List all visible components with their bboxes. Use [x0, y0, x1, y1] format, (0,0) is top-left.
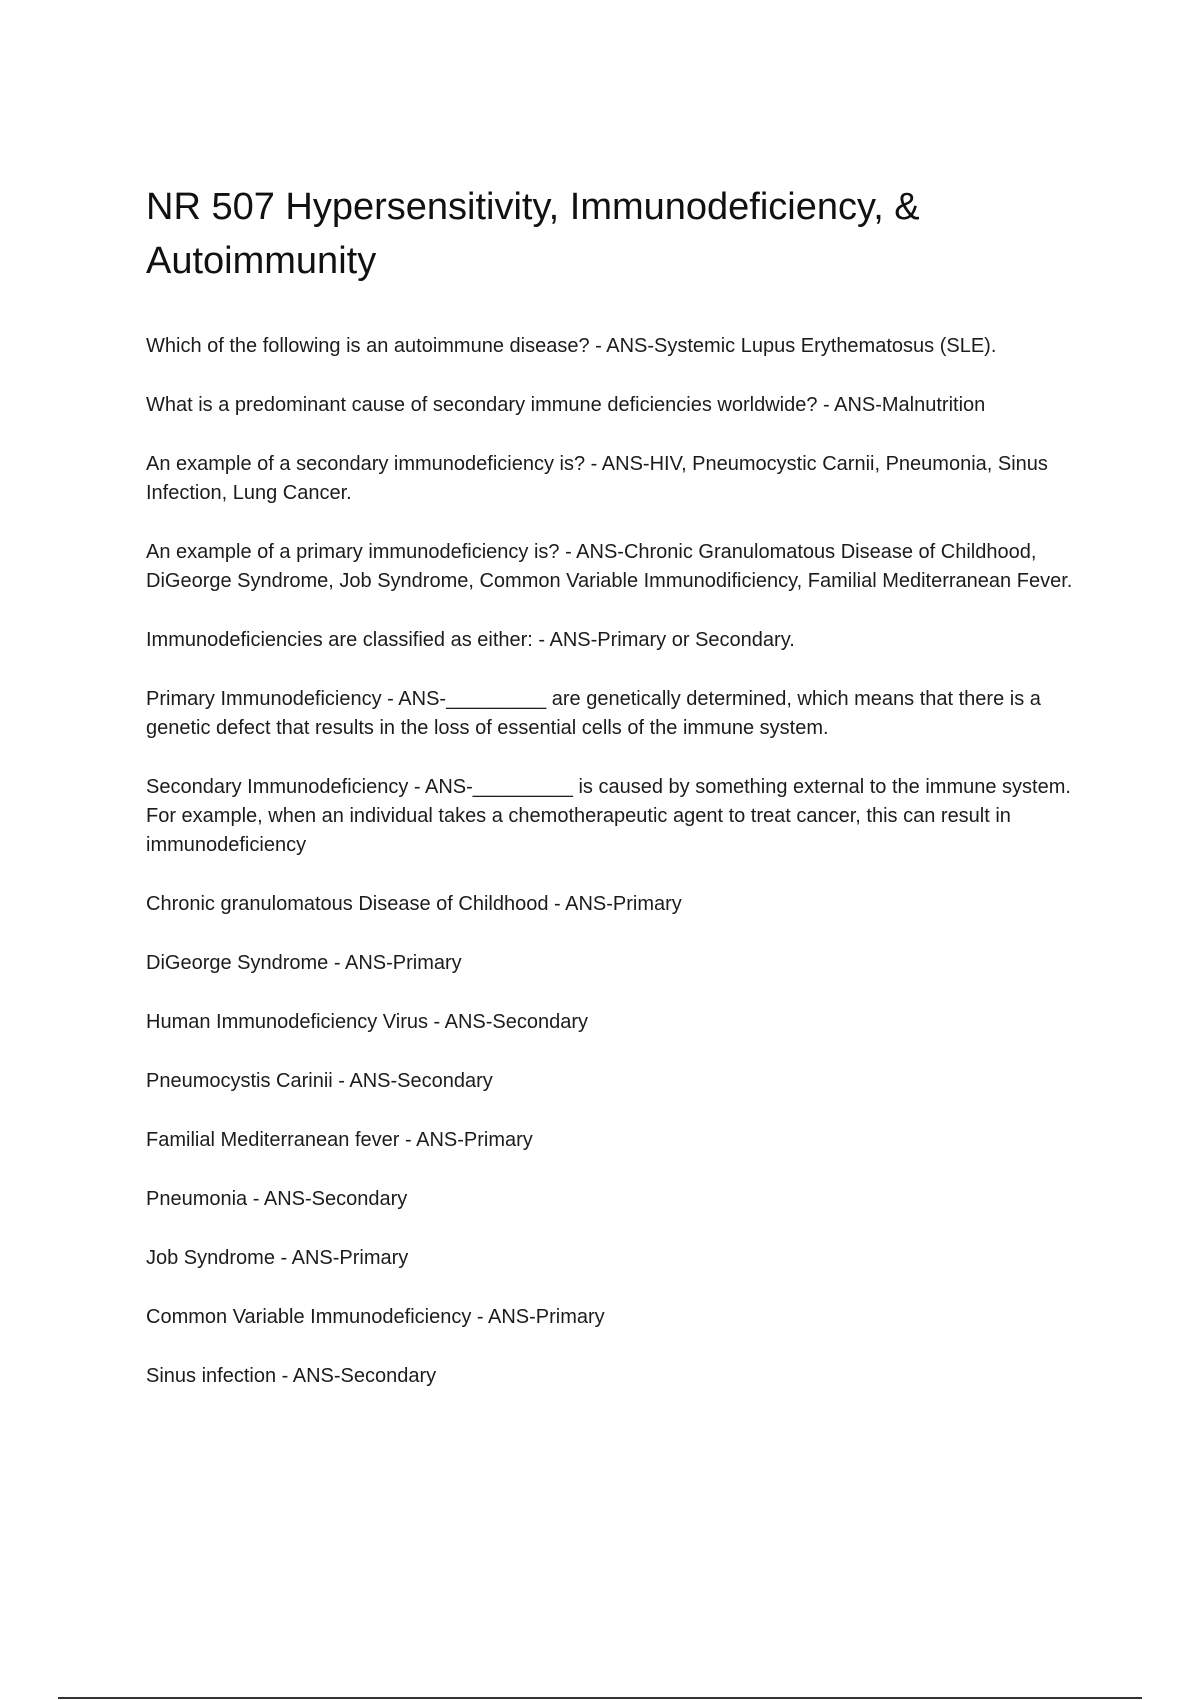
qa-item: Primary Immunodeficiency - ANS-_________ are genetically determined, which means that there is a genetic defect that results in the loss of essential cells of the immune system. — [146, 688, 1041, 739]
qa-item: Human Immunodeficiency Virus - ANS-Secondary — [146, 1011, 589, 1033]
qa-item: An example of a primary immunodeficiency is? - ANS-Chronic Granulomatous Disease of Childhood, DiGeorge Syndrome, Job Syndrome, Common Variable Immunodificiency, Familial Mediterranean Fever. — [146, 541, 1073, 592]
qa-item: Pneumonia - ANS-Secondary — [146, 1188, 408, 1210]
qa-item: Sinus infection - ANS-Secondary — [146, 1365, 437, 1387]
qa-item: What is a predominant cause of secondary immune deficiencies worldwide? - ANS-Malnutrition — [146, 394, 986, 416]
qa-item: DiGeorge Syndrome - ANS-Primary — [146, 952, 462, 974]
qa-item: Secondary Immunodeficiency - ANS-_________ is caused by something external to the immune system. For example, when an individual takes a chemotherapeutic agent to treat cancer, this can result in immunodeficiency — [146, 776, 1071, 856]
qa-item: Pneumocystis Carinii - ANS-Secondary — [146, 1070, 493, 1092]
qa-list — [146, 332, 1096, 1421]
footer-divider — [58, 1697, 1142, 1699]
qa-item: Common Variable Immunodeficiency - ANS-Primary — [146, 1306, 605, 1328]
qa-item: Familial Mediterranean fever - ANS-Primary — [146, 1129, 533, 1151]
qa-item: An example of a secondary immunodeficiency is? - ANS-HIV, Pneumocystic Carnii, Pneumonia, Sinus Infection, Lung Cancer. — [146, 453, 1048, 504]
qa-item: Chronic granulomatous Disease of Childhood - ANS-Primary — [146, 893, 682, 915]
qa-item: Job Syndrome - ANS-Primary — [146, 1247, 409, 1269]
qa-item: Immunodeficiencies are classified as either: - ANS-Primary or Secondary. — [146, 629, 795, 651]
document-title: NR 507 Hypersensitivity, Immunodeficiency, & Autoimmunity — [146, 186, 920, 282]
qa-item: Which of the following is an autoimmune disease? - ANS-Systemic Lupus Erythematosus (SLE). — [146, 335, 997, 357]
